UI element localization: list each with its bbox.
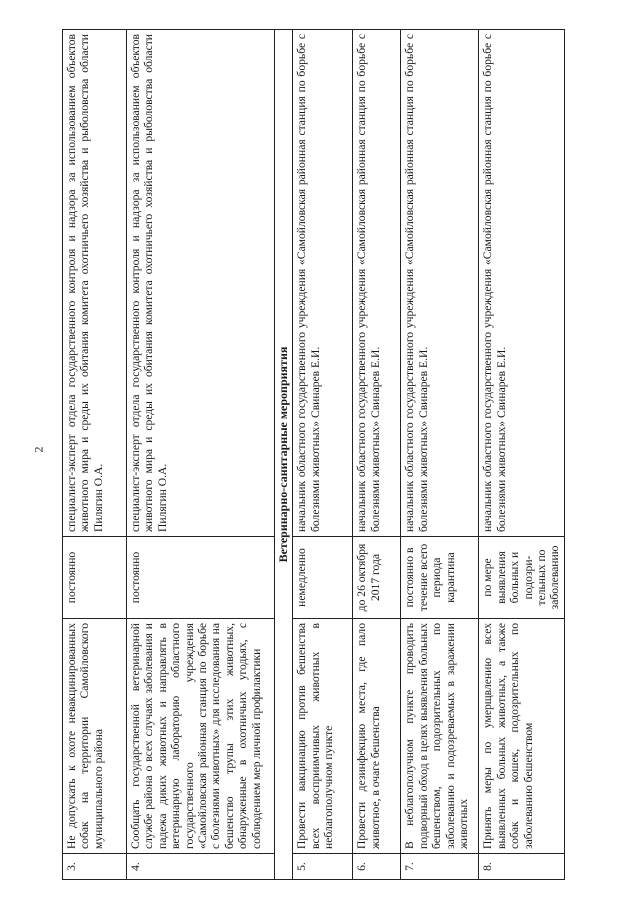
table-row [293,30,353,880]
term-text: постоянно в течение всего периода карантина [401,537,479,619]
row-number: 6. [353,854,401,880]
row-number: 4. [127,854,275,880]
table-row [401,30,479,880]
responsible-text: начальник областного государственного учреждения «Самойловская районная станция по борьбе с болезнями животных» Свинарев Е.И. [353,30,401,537]
page-number: 2 [31,446,46,453]
responsible-text: начальник областного государственного учреждения «Самойловская районная станция по борьбе с болезнями животных» Свинарев Е.И. [401,30,479,537]
measure-text: Провести вакцинацию против бешенства всех восприимчивых животных в неблагополучном пункте [293,619,353,854]
row-number: 3. [63,854,127,880]
row-number: 8. [479,854,564,880]
term-text: постоянно [63,537,127,619]
table-row [353,30,401,880]
measure-text: Сообщать государственной ветеринарной службе района о всех случаях заболевания и падежа диких животных и направлять в ветеринарную лабораторию областного государственного учреждения «Самойловская районная станция по борьбе с болезнями животных» для исследования на бешенство трупы этих животных, обнаруженные в охотничьих угодьях, с соблюдением мер личной профилактики [127,619,275,854]
term-text: постоянно [127,537,275,619]
measure-text: В неблагополучном пункте проводить подворный обход в целях выявления больных бешенством, подозрительных по заболеванию и подозреваемых в заражении животных [401,619,479,854]
rotated-page [62,30,622,880]
measure-text: Провести дезинфекцию места, где пало животное, в очаге бешенства [353,619,401,854]
term-text: по мере выявления больных и подозри- тельных по заболеванию [479,537,564,619]
term-text: до 26 октября 2017 года [353,537,401,619]
responsible-text: специалист-эксперт отдела государственного контроля и надзора за использованием объектов животного мира и среды их обитания комитета охотничьего хозяйства и рыболовства области Пилягин О.А. [63,30,127,537]
table-row [127,30,275,880]
section-title: Ветеринарно-санитарные мероприятия [275,30,293,880]
measure-text: Не допускать к охоте невакцинированных собак на территории Самойловского муниципального района [63,619,127,854]
measure-text: Принять меры по умерщвлению всех выявленных больных животных, а также собак и кошек, подозрительных по заболеванию бешенством [479,619,564,854]
table-row [479,30,564,880]
table-row [63,30,127,880]
measures-table [62,29,565,880]
responsible-text: начальник областного государственного учреждения «Самойловская районная станция по борьбе с болезнями животных» Свинарев Е.И. [479,30,564,537]
row-number: 7. [401,854,479,880]
section-row [275,30,293,880]
responsible-text: начальник областного государственного учреждения «Самойловская районная станция по борьбе с болезнями животных» Свинарев Е.И. [293,30,353,537]
term-text: немедленно [293,537,353,619]
responsible-text: специалист-эксперт отдела государственного контроля и надзора за использованием объектов животного мира и среды их обитания комитета охотничьего хозяйства и рыболовства области Пилягин О.А. [127,30,275,537]
row-number: 5. [293,854,353,880]
